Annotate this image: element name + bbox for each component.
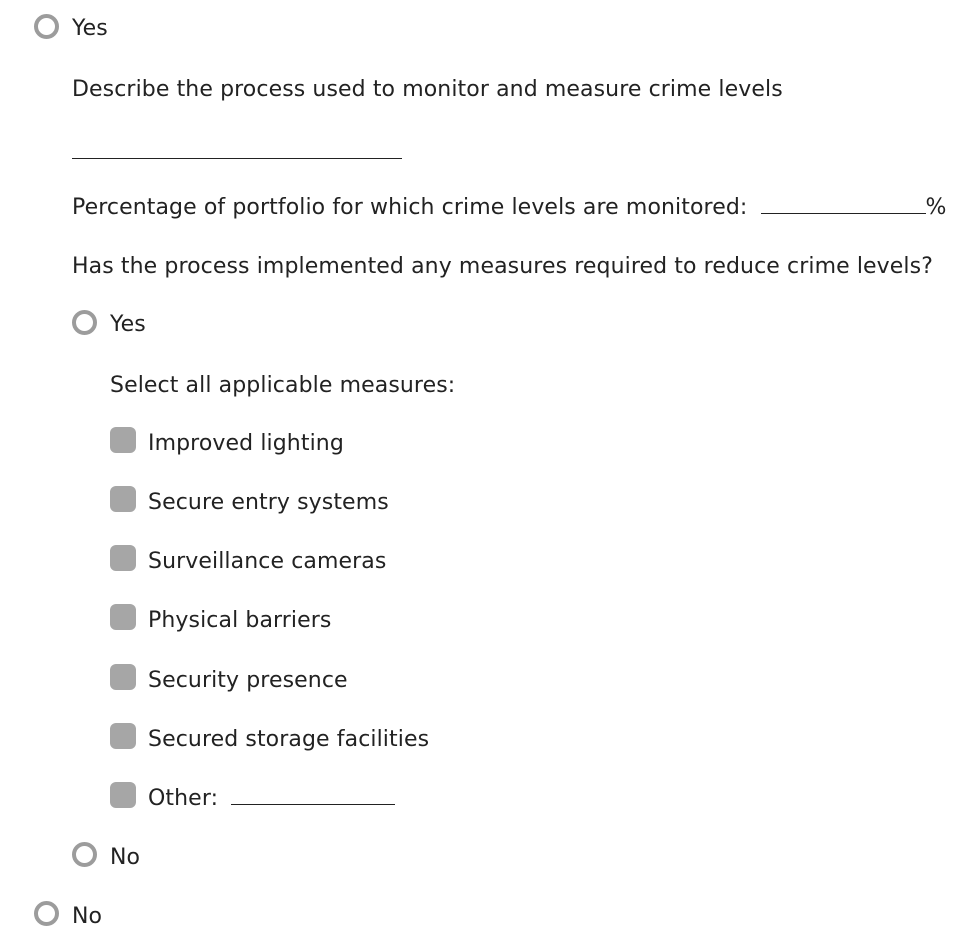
measure-label: Secure entry systems bbox=[148, 490, 389, 515]
other-field[interactable] bbox=[231, 786, 395, 805]
describe-prompt: Describe the process used to monitor and measure crime levels bbox=[72, 77, 783, 102]
other-row bbox=[148, 785, 395, 813]
yes-radio[interactable] bbox=[34, 14, 59, 39]
percentage-row bbox=[72, 194, 947, 222]
percentage-field[interactable] bbox=[761, 195, 926, 214]
checkbox-physical-barriers[interactable] bbox=[110, 604, 136, 630]
describe-answer-field[interactable] bbox=[72, 140, 402, 159]
measure-label: Improved lighting bbox=[148, 431, 344, 456]
checkbox-other[interactable] bbox=[110, 782, 136, 808]
measures-question: Has the process implemented any measures required to reduce crime levels? bbox=[72, 254, 933, 279]
other-label: Other: bbox=[148, 786, 219, 811]
measures-yes-radio[interactable] bbox=[72, 310, 97, 335]
measure-label: Security presence bbox=[148, 668, 348, 693]
measure-label: Physical barriers bbox=[148, 608, 332, 633]
checkbox-improved-lighting[interactable] bbox=[110, 427, 136, 453]
checkbox-security-presence[interactable] bbox=[110, 664, 136, 690]
percent-symbol: % bbox=[925, 195, 947, 220]
measures-yes-label: Yes bbox=[110, 312, 146, 337]
percentage-prompt: Percentage of portfolio for which crime levels are monitored: bbox=[72, 195, 748, 220]
checkbox-surveillance-cameras[interactable] bbox=[110, 545, 136, 571]
yes-label: Yes bbox=[72, 16, 108, 41]
no-label: No bbox=[72, 904, 103, 929]
no-radio[interactable] bbox=[34, 901, 59, 926]
measures-no-label: No bbox=[110, 845, 141, 870]
checkbox-secured-storage-facilities[interactable] bbox=[110, 723, 136, 749]
checkbox-secure-entry-systems[interactable] bbox=[110, 486, 136, 512]
select-prompt: Select all applicable measures: bbox=[110, 373, 456, 398]
measure-label: Secured storage facilities bbox=[148, 727, 430, 752]
measures-no-radio[interactable] bbox=[72, 842, 97, 867]
measure-label: Surveillance cameras bbox=[148, 549, 387, 574]
